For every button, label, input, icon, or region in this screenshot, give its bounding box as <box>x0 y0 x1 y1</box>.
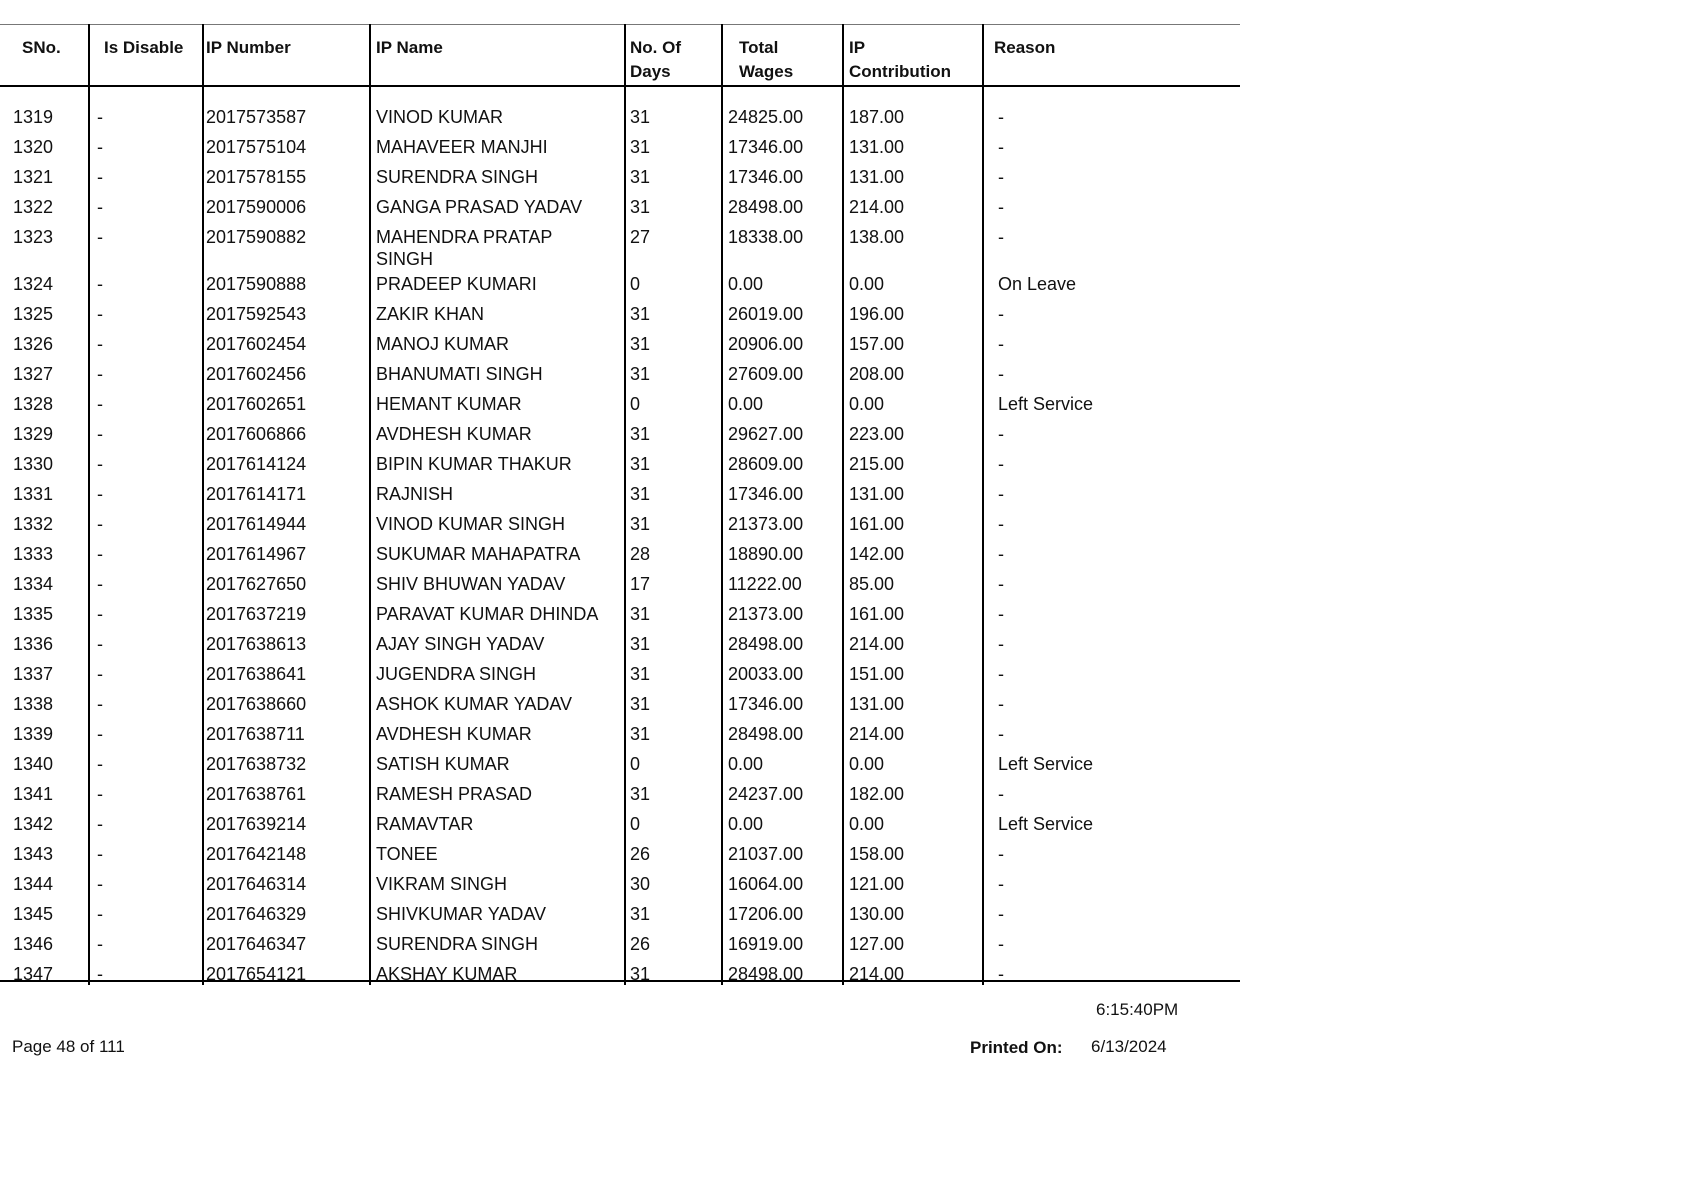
cell-reason: - <box>998 304 1004 324</box>
header-sno: SNo. <box>22 38 61 57</box>
cell-wages: 16064.00 <box>728 874 804 894</box>
cell-is-disable: - <box>97 364 103 384</box>
cell-contribution: 130.00 <box>849 904 905 924</box>
cell-wages: 17206.00 <box>728 904 804 924</box>
cell-sno: 1323 <box>13 227 54 247</box>
cell-is-disable: - <box>97 544 103 564</box>
cell-days: 31 <box>630 904 651 924</box>
cell-reason: - <box>998 874 1004 894</box>
cell-contribution: 223.00 <box>849 424 905 444</box>
cell-contribution: 158.00 <box>849 844 905 864</box>
cell-sno: 1340 <box>13 754 54 774</box>
cell-reason: - <box>998 574 1004 594</box>
cell-sno: 1339 <box>13 724 54 744</box>
cell-ip-number: 2017614124 <box>206 454 307 474</box>
cell-wages: 11222.00 <box>728 574 802 594</box>
header-ip-name: IP Name <box>376 38 443 57</box>
cell-wages: 21373.00 <box>728 604 804 624</box>
cell-wages: 28609.00 <box>728 454 804 474</box>
cell-ip-name: RAMESH PRASAD <box>376 784 533 804</box>
cell-wages: 0.00 <box>728 394 764 414</box>
cell-sno: 1320 <box>13 137 54 157</box>
cell-is-disable: - <box>97 904 103 924</box>
cell-contribution: 214.00 <box>849 724 905 744</box>
cell-ip-number: 2017637219 <box>206 604 307 624</box>
cell-wages: 17346.00 <box>728 167 804 187</box>
column-divider <box>88 24 90 985</box>
cell-reason: - <box>998 454 1004 474</box>
printed-on-label: Printed On: <box>970 1038 1063 1057</box>
cell-ip-number: 2017602651 <box>206 394 307 414</box>
cell-ip-number: 2017602456 <box>206 364 307 384</box>
cell-ip-name: MANOJ KUMAR <box>376 334 510 354</box>
header-is-disable: Is Disable <box>104 38 184 57</box>
cell-reason: - <box>998 784 1004 804</box>
cell-is-disable: - <box>97 724 103 744</box>
cell-is-disable: - <box>97 107 103 127</box>
cell-sno: 1344 <box>13 874 54 894</box>
cell-ip-number: 2017638732 <box>206 754 307 774</box>
cell-sno: 1319 <box>13 107 54 127</box>
cell-days: 31 <box>630 304 651 324</box>
cell-ip-name: PARAVAT KUMAR DHINDA <box>376 604 599 624</box>
cell-days: 27 <box>630 227 651 247</box>
header-days-line2: Days <box>630 62 671 81</box>
cell-is-disable: - <box>97 754 103 774</box>
cell-reason: - <box>998 137 1004 157</box>
column-divider <box>982 24 984 985</box>
cell-ip-name: AKSHAY KUMAR <box>376 964 518 984</box>
cell-is-disable: - <box>97 574 103 594</box>
cell-ip-number: 2017627650 <box>206 574 307 594</box>
cell-reason: Left Service <box>998 754 1094 774</box>
column-divider <box>624 24 626 985</box>
cell-ip-number: 2017638641 <box>206 664 307 684</box>
cell-ip-name: SHIVKUMAR YADAV <box>376 904 547 924</box>
cell-days: 17 <box>630 574 651 594</box>
header-contribution-line2: Contribution <box>849 62 951 81</box>
cell-sno: 1321 <box>13 167 54 187</box>
cell-days: 31 <box>630 664 651 684</box>
cell-reason: - <box>998 334 1004 354</box>
cell-is-disable: - <box>97 394 103 414</box>
cell-ip-number: 2017573587 <box>206 107 307 127</box>
cell-wages: 16919.00 <box>728 934 804 954</box>
cell-days: 31 <box>630 454 651 474</box>
table-top-rule <box>0 24 1240 25</box>
cell-reason: - <box>998 634 1004 654</box>
cell-contribution: 121.00 <box>849 874 905 894</box>
cell-ip-name: SUKUMAR MAHAPATRA <box>376 544 581 564</box>
cell-days: 0 <box>630 274 641 294</box>
cell-reason: - <box>998 934 1004 954</box>
cell-contribution: 0.00 <box>849 274 885 294</box>
cell-ip-name: SHIV BHUWAN YADAV <box>376 574 566 594</box>
cell-is-disable: - <box>97 454 103 474</box>
cell-days: 31 <box>630 634 651 654</box>
cell-sno: 1328 <box>13 394 54 414</box>
cell-sno: 1326 <box>13 334 54 354</box>
cell-ip-number: 2017638711 <box>206 724 305 744</box>
cell-ip-number: 2017606866 <box>206 424 307 444</box>
cell-reason: - <box>998 604 1004 624</box>
cell-is-disable: - <box>97 227 103 247</box>
cell-days: 31 <box>630 724 651 744</box>
printed-on-date: 6/13/2024 <box>1091 1037 1167 1056</box>
cell-days: 31 <box>630 364 651 384</box>
cell-ip-number: 2017638761 <box>206 784 307 804</box>
cell-reason: - <box>998 364 1004 384</box>
cell-contribution: 85.00 <box>849 574 895 594</box>
cell-ip-number: 2017578155 <box>206 167 307 187</box>
cell-days: 31 <box>630 484 651 504</box>
cell-ip-name: VINOD KUMAR SINGH <box>376 514 566 534</box>
cell-ip-name: ASHOK KUMAR YADAV <box>376 694 573 714</box>
cell-wages: 0.00 <box>728 274 764 294</box>
cell-wages: 17346.00 <box>728 137 804 157</box>
table-bottom-rule <box>0 980 1240 982</box>
cell-wages: 27609.00 <box>728 364 804 384</box>
cell-contribution: 0.00 <box>849 754 885 774</box>
cell-reason: On Leave <box>998 274 1077 294</box>
cell-days: 31 <box>630 424 651 444</box>
cell-reason: - <box>998 724 1004 744</box>
cell-days: 31 <box>630 604 651 624</box>
cell-ip-name: SURENDRA SINGH <box>376 934 539 954</box>
cell-reason: - <box>998 424 1004 444</box>
cell-contribution: 157.00 <box>849 334 905 354</box>
cell-reason: - <box>998 694 1004 714</box>
cell-ip-number: 2017590882 <box>206 227 307 247</box>
cell-reason: Left Service <box>998 814 1094 834</box>
cell-wages: 0.00 <box>728 814 764 834</box>
cell-sno: 1346 <box>13 934 54 954</box>
cell-sno: 1334 <box>13 574 54 594</box>
cell-is-disable: - <box>97 694 103 714</box>
cell-days: 26 <box>630 934 651 954</box>
cell-reason: - <box>998 544 1004 564</box>
cell-is-disable: - <box>97 874 103 894</box>
cell-sno: 1333 <box>13 544 54 564</box>
cell-wages: 28498.00 <box>728 964 804 984</box>
cell-sno: 1325 <box>13 304 54 324</box>
cell-sno: 1341 <box>13 784 54 804</box>
cell-sno: 1335 <box>13 604 54 624</box>
cell-ip-name: RAMAVTAR <box>376 814 474 834</box>
cell-wages: 20033.00 <box>728 664 804 684</box>
cell-ip-name: AJAY SINGH YADAV <box>376 634 545 654</box>
cell-sno: 1331 <box>13 484 54 504</box>
cell-sno: 1337 <box>13 664 54 684</box>
cell-contribution: 131.00 <box>849 484 905 504</box>
cell-wages: 20906.00 <box>728 334 804 354</box>
header-reason: Reason <box>994 38 1056 57</box>
cell-reason: - <box>998 167 1004 187</box>
cell-ip-number: 2017590006 <box>206 197 307 217</box>
cell-ip-name: RAJNISH <box>376 484 454 504</box>
cell-contribution: 142.00 <box>849 544 905 564</box>
header-contribution-line1: IP <box>849 38 866 57</box>
cell-sno: 1343 <box>13 844 54 864</box>
cell-sno: 1342 <box>13 814 54 834</box>
cell-wages: 21373.00 <box>728 514 804 534</box>
cell-reason: - <box>998 107 1004 127</box>
cell-days: 0 <box>630 394 641 414</box>
cell-sno: 1330 <box>13 454 54 474</box>
cell-wages: 28498.00 <box>728 724 804 744</box>
cell-ip-name: AVDHESH KUMAR <box>376 424 532 444</box>
cell-ip-number: 2017614967 <box>206 544 307 564</box>
cell-ip-number: 2017592543 <box>206 304 307 324</box>
cell-ip-number: 2017602454 <box>206 334 307 354</box>
cell-sno: 1347 <box>13 964 54 984</box>
cell-is-disable: - <box>97 934 103 954</box>
cell-ip-name: MAHAVEER MANJHI <box>376 137 548 157</box>
cell-is-disable: - <box>97 844 103 864</box>
cell-contribution: 196.00 <box>849 304 905 324</box>
cell-days: 31 <box>630 514 651 534</box>
column-divider <box>842 24 844 985</box>
cell-reason: - <box>998 514 1004 534</box>
cell-sno: 1336 <box>13 634 54 654</box>
cell-wages: 24237.00 <box>728 784 804 804</box>
cell-contribution: 161.00 <box>849 514 905 534</box>
cell-sno: 1345 <box>13 904 54 924</box>
cell-ip-name: TONEE <box>376 844 438 864</box>
cell-ip-number: 2017646329 <box>206 904 307 924</box>
cell-reason: - <box>998 664 1004 684</box>
print-time: 6:15:40PM <box>1096 1000 1179 1019</box>
cell-reason: - <box>998 484 1004 504</box>
cell-sno: 1327 <box>13 364 54 384</box>
column-divider <box>721 24 723 985</box>
cell-ip-number: 2017642148 <box>206 844 307 864</box>
cell-ip-number: 2017614171 <box>206 484 307 504</box>
cell-contribution: 0.00 <box>849 814 885 834</box>
cell-is-disable: - <box>97 167 103 187</box>
page-indicator: Page 48 of 111 <box>12 1037 125 1056</box>
cell-is-disable: - <box>97 784 103 804</box>
cell-contribution: 215.00 <box>849 454 905 474</box>
cell-sno: 1329 <box>13 424 54 444</box>
cell-ip-number: 2017614944 <box>206 514 307 534</box>
cell-ip-number: 2017654121 <box>206 964 307 984</box>
header-wages-line2: Wages <box>739 62 794 81</box>
cell-ip-number: 2017575104 <box>206 137 307 157</box>
cell-sno: 1338 <box>13 694 54 714</box>
cell-ip-name: BIPIN KUMAR THAKUR <box>376 454 572 474</box>
cell-is-disable: - <box>97 137 103 157</box>
cell-ip-name: AVDHESH KUMAR <box>376 724 532 744</box>
cell-is-disable: - <box>97 304 103 324</box>
cell-days: 28 <box>630 544 651 564</box>
cell-wages: 17346.00 <box>728 694 804 714</box>
cell-wages: 21037.00 <box>728 844 804 864</box>
cell-is-disable: - <box>97 664 103 684</box>
cell-contribution: 161.00 <box>849 604 905 624</box>
cell-ip-name: MAHENDRA PRATAP SINGH <box>376 227 553 269</box>
cell-ip-name: JUGENDRA SINGH <box>376 664 537 684</box>
cell-contribution: 187.00 <box>849 107 905 127</box>
cell-is-disable: - <box>97 514 103 534</box>
header-ip-number: IP Number <box>206 38 291 57</box>
cell-ip-name: SATISH KUMAR <box>376 754 510 774</box>
cell-reason: Left Service <box>998 394 1094 414</box>
cell-ip-name: GANGA PRASAD YADAV <box>376 197 583 217</box>
cell-sno: 1332 <box>13 514 54 534</box>
cell-contribution: 131.00 <box>849 137 905 157</box>
cell-ip-name: ZAKIR KHAN <box>376 304 485 324</box>
cell-is-disable: - <box>97 604 103 624</box>
column-divider <box>369 24 371 985</box>
cell-days: 0 <box>630 754 641 774</box>
cell-days: 31 <box>630 107 651 127</box>
cell-wages: 26019.00 <box>728 304 804 324</box>
cell-is-disable: - <box>97 334 103 354</box>
cell-days: 0 <box>630 814 641 834</box>
cell-ip-name: VIKRAM SINGH <box>376 874 508 894</box>
cell-wages: 28498.00 <box>728 634 804 654</box>
cell-contribution: 214.00 <box>849 964 905 984</box>
cell-ip-name: HEMANT KUMAR <box>376 394 522 414</box>
cell-contribution: 151.00 <box>849 664 905 684</box>
cell-contribution: 214.00 <box>849 197 905 217</box>
cell-reason: - <box>998 844 1004 864</box>
cell-sno: 1322 <box>13 197 54 217</box>
cell-days: 31 <box>630 964 651 984</box>
cell-reason: - <box>998 227 1004 247</box>
column-divider <box>202 24 204 985</box>
cell-is-disable: - <box>97 634 103 654</box>
cell-days: 31 <box>630 334 651 354</box>
cell-is-disable: - <box>97 484 103 504</box>
cell-contribution: 182.00 <box>849 784 905 804</box>
cell-wages: 18890.00 <box>728 544 804 564</box>
cell-ip-number: 2017646314 <box>206 874 307 894</box>
cell-contribution: 131.00 <box>849 694 905 714</box>
cell-ip-number: 2017639214 <box>206 814 307 834</box>
cell-reason: - <box>998 904 1004 924</box>
cell-is-disable: - <box>97 964 103 984</box>
cell-ip-name: PRADEEP KUMARI <box>376 274 537 294</box>
cell-wages: 18338.00 <box>728 227 804 247</box>
cell-contribution: 214.00 <box>849 634 905 654</box>
cell-ip-name: VINOD KUMAR <box>376 107 504 127</box>
cell-contribution: 208.00 <box>849 364 905 384</box>
cell-days: 31 <box>630 137 651 157</box>
cell-days: 30 <box>630 874 651 894</box>
cell-wages: 17346.00 <box>728 484 804 504</box>
cell-reason: - <box>998 964 1004 984</box>
cell-is-disable: - <box>97 274 103 294</box>
cell-contribution: 138.00 <box>849 227 905 247</box>
cell-ip-name: SURENDRA SINGH <box>376 167 539 187</box>
cell-is-disable: - <box>97 814 103 834</box>
cell-contribution: 127.00 <box>849 934 905 954</box>
cell-wages: 29627.00 <box>728 424 804 444</box>
cell-reason: - <box>998 197 1004 217</box>
header-bottom-rule <box>0 85 1240 87</box>
cell-contribution: 0.00 <box>849 394 885 414</box>
cell-days: 31 <box>630 784 651 804</box>
cell-wages: 28498.00 <box>728 197 804 217</box>
cell-wages: 24825.00 <box>728 107 804 127</box>
header-wages-line1: Total <box>739 38 779 57</box>
cell-ip-number: 2017646347 <box>206 934 307 954</box>
cell-contribution: 131.00 <box>849 167 905 187</box>
cell-ip-number: 2017590888 <box>206 274 307 294</box>
cell-days: 31 <box>630 167 651 187</box>
cell-days: 31 <box>630 197 651 217</box>
cell-ip-name: BHANUMATI SINGH <box>376 364 543 384</box>
cell-days: 26 <box>630 844 651 864</box>
cell-is-disable: - <box>97 424 103 444</box>
cell-wages: 0.00 <box>728 754 764 774</box>
cell-sno: 1324 <box>13 274 54 294</box>
cell-is-disable: - <box>97 197 103 217</box>
cell-days: 31 <box>630 694 651 714</box>
cell-ip-number: 2017638613 <box>206 634 307 654</box>
cell-ip-number: 2017638660 <box>206 694 307 714</box>
header-days-line1: No. Of <box>630 38 681 57</box>
